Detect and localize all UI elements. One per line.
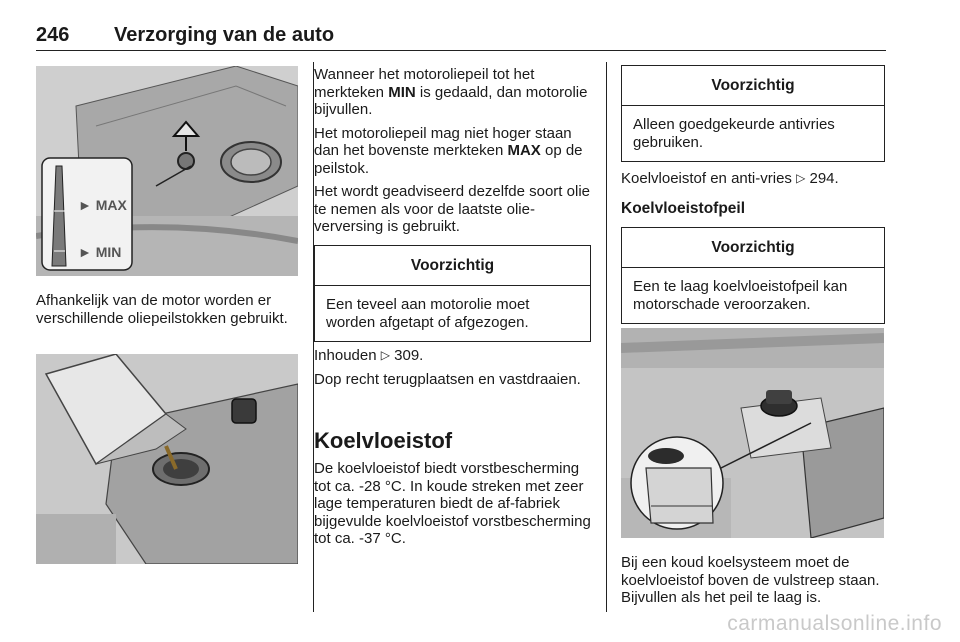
dipstick-min-label: ► MIN	[78, 244, 122, 260]
caution-box-antifreeze	[621, 65, 885, 162]
coolant-description: De koelvloeistof biedt vorstbescherming tot ca. -28 °C. In koude streken met zeer lage temperaturen biedt de af-fabriek bijgevulde koelvloeistof vorstbescherming tot ca. -37 °C.	[314, 460, 591, 547]
caution-body: Een teveel aan motorolie moet worden afgetapt of afgezogen.	[326, 296, 530, 331]
oil-instructions	[314, 66, 594, 242]
coolant-level-instruction: Bij een koud koelsysteem moet de koelvloeistof boven de vulstreep staan. Bijvullen als het peil te laag is.	[621, 554, 880, 606]
watermark: carmanualsonline.info	[727, 612, 942, 635]
caution-title: Voorzichtig	[622, 228, 884, 268]
oil-type-paragraph: Het wordt geadviseerd dezelfde soort olie te nemen als voor de laatste olieverversing is gebruikt.	[314, 183, 590, 235]
caution-body: Alleen goedgekeurde antivries gebruiken.	[633, 116, 835, 151]
dipstick-caption: Afhankelijk van de motor worden er verschillende oliepeilstokken gebruikt.	[36, 292, 288, 327]
page-reference-icon: ▷	[380, 348, 390, 362]
cap-instruction: Dop recht terugplaatsen en vastdraaien.	[314, 370, 581, 388]
caution-box-oil	[314, 245, 591, 342]
oil-level-min-paragraph: Wanneer het motoroliepeil tot het merkteken MIN is gedaald, dan motorolie bijvullen.	[314, 66, 588, 118]
engine-dipstick-image	[36, 66, 298, 276]
dipstick-max-label: ► MAX	[78, 197, 127, 213]
caution-title: Voorzichtig	[315, 246, 590, 286]
page-reference-icon: ▷	[796, 171, 806, 185]
column-divider-2	[606, 62, 607, 612]
page-number: 246	[36, 24, 70, 46]
antifreeze-reference: Koelvloeistof en anti-vries ▷ 294.	[621, 170, 839, 187]
caution-title: Voorzichtig	[622, 66, 884, 106]
coolant-level-heading: Koelvloeistofpeil	[621, 200, 746, 217]
caution-body: Een te laag koelvloeistofpeil kan motorschade veroorzaken.	[633, 278, 848, 313]
oil-filling-image	[36, 354, 298, 564]
oil-level-max-paragraph: Het motoroliepeil mag niet hoger staan dan het bovenste merkteken MAX op de peilstok.	[314, 124, 583, 177]
caution-box-coolant	[621, 227, 885, 324]
coolant-reservoir-image	[621, 328, 884, 538]
capacity-reference: Inhouden ▷ 309.	[314, 347, 424, 364]
capacity-and-cap-text	[314, 347, 594, 394]
page-title: Verzorging van de auto	[114, 24, 335, 46]
coolant-heading: Koelvloeistof	[314, 428, 453, 453]
page-header	[36, 22, 886, 51]
